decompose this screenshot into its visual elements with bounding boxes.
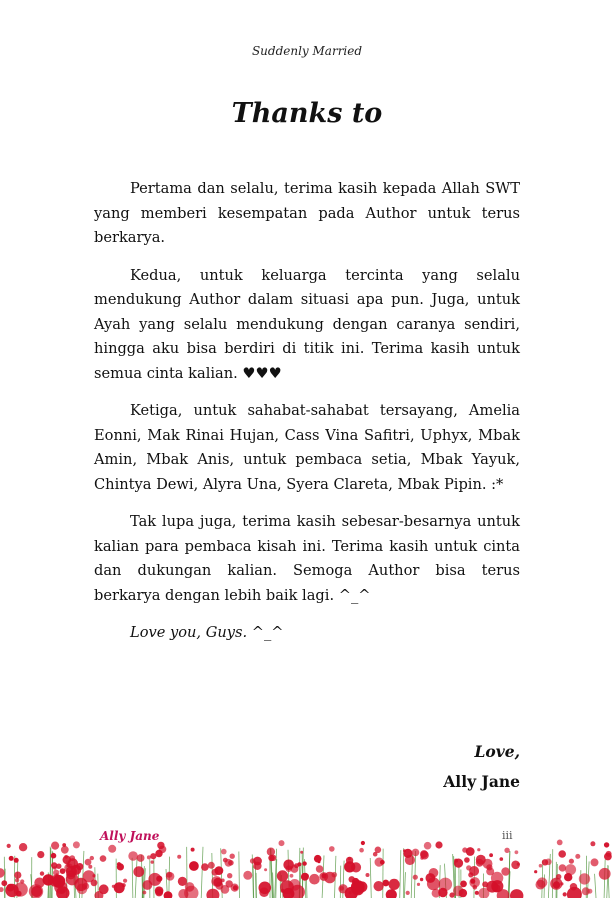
flower-blossom [178,877,187,886]
flower-blossom [604,842,609,847]
flower-blossom [133,866,144,877]
flower-blossom [454,859,458,863]
flower-blossom [19,843,27,851]
flower-blossom [357,881,368,892]
flower-blossom [557,840,563,846]
flower-blossom [157,842,164,849]
flower-blossom [20,879,24,883]
flower-stem [370,858,371,898]
flower-blossom [9,856,14,861]
flower-blossom [559,864,566,871]
flower-blossom [290,874,294,878]
flower-blossom [510,889,523,898]
flower-blossom [164,891,173,898]
flower-blossom [373,852,378,857]
flower-blossom [137,854,145,862]
flower-blossom [366,873,370,877]
flower-blossom [466,847,475,856]
flower-blossom [208,862,215,869]
flower-blossom [223,858,228,863]
flower-blossom [305,874,309,878]
flower-blossom [221,849,227,855]
flower-blossom [259,882,272,895]
flower-blossom [477,848,480,851]
flower-blossom [389,879,400,890]
flower-blossom [123,879,127,883]
flower-blossom [286,865,293,872]
body-text [94,177,520,659]
flower-blossom [267,848,275,856]
flower-blossom [386,889,397,898]
flower-blossom [264,868,267,871]
page-number: iii [502,829,513,842]
flower-blossom [191,848,195,852]
flower-stem [239,852,240,898]
flower-blossom [464,857,470,863]
flower-blossom [250,858,255,863]
flower-blossom [565,864,576,875]
flower-blossom [517,863,520,866]
flower-blossom [226,880,233,887]
flower-blossom [34,878,44,888]
flower-blossom [382,880,389,887]
flower-blossom [51,853,57,859]
flower-blossom [406,891,410,895]
flower-blossom [177,855,181,859]
flower-blossom [309,874,320,885]
paragraph-3: Ketiga, untuk sahabat-sahabat tersayang, Amelia Eonni, Mak Rinai Hujan, Cass Vina Safitri, Uphyx, Mbak Amin, Mbak Anis, untuk pembaca setia, Mbak Yayuk, Chintya Dewi, Alyra Una, Syera Clareta, Mbak Pipin. :* [94,402,520,493]
flower-stem [404,872,405,898]
flower-blossom [108,845,116,853]
flower-blossom [417,883,420,886]
flower-blossom [243,871,252,880]
running-header: Suddenly Married [251,44,363,58]
flower-blossom [412,849,420,857]
flower-blossom [73,841,80,848]
flower-stem [135,858,137,898]
flower-blossom [339,886,344,891]
flower-blossom [413,875,418,880]
flower-stem [509,851,510,898]
flower-blossom [420,850,428,858]
flower-blossom [542,859,548,865]
flower-blossom [0,887,4,892]
flower-blossom [112,885,115,888]
flower-blossom [1,880,7,886]
flower-blossom [575,854,580,859]
closing-line: Love you, Guys. ^_^ [130,624,284,641]
flower-blossom [117,862,121,866]
flower-blossom [553,881,560,888]
flower-blossom [114,882,125,893]
flower-blossom [500,857,504,861]
flower-blossom [504,848,509,853]
flower-blossom [66,873,79,886]
flower-blossom [61,846,69,854]
flower-blossom [316,865,324,873]
flower-blossom [491,872,503,884]
flower-stem [201,847,203,898]
flower-blossom [420,878,423,881]
flower-blossom [432,889,441,898]
flower-blossom [558,850,566,858]
flower-blossom [374,881,384,891]
flower-blossom [563,892,567,896]
flower-blossom [403,849,412,858]
flower-blossom [14,872,21,879]
flower-blossom [15,878,19,882]
flower-blossom [49,875,60,886]
flower-blossom [424,842,432,850]
flower-blossom [227,873,232,878]
flower-blossom [429,868,439,878]
paragraph-4: Tak lupa juga, terima kasih sebesar-besarnya untuk kalian para pembaca kisah ini. Terima kasih untuk cinta dan dukungan kalian. Semoga Author bisa terus berkarya dengan lebih baik lagi. ^_^ [94,513,520,604]
flower-blossom [489,853,493,857]
flower-blossom [302,861,306,865]
flower-blossom [279,840,285,846]
flower-blossom [449,892,454,897]
flower-blossom [166,872,175,881]
flower-blossom [582,887,590,895]
flower-blossom [228,860,234,866]
paragraph-2: Kedua, untuk keluarga tercinta yang selalu mendukung Author dalam situasi apa pun. Juga, untuk Ayah yang selalu mendukung dengan caranya sendiri, hingga aku bisa berdiri di titik ini. Terima kasih untuk semua cinta kalian. ♥♥♥ [94,266,520,382]
flower-blossom [5,884,18,897]
flower-blossom [322,873,327,878]
flower-blossom [289,879,301,891]
flower-stem [132,858,133,898]
flower-blossom [156,876,162,882]
signoff [443,737,520,797]
flower-blossom [268,855,274,861]
flower-blossom [206,889,219,898]
flower-blossom [155,888,163,896]
flower-blossom [201,863,209,871]
flower-blossom [375,858,384,867]
footer-author: Ally Jane [100,829,160,843]
flower-blossom [475,891,479,895]
flower-blossom [314,855,322,863]
flower-blossom [579,873,590,884]
flower-blossom [37,851,44,858]
flower-blossom [211,876,222,887]
flower-blossom [590,841,595,846]
flower-blossom [536,880,546,890]
flower-blossom [493,884,499,890]
flower-blossom [189,861,199,871]
flower-blossom [91,879,98,886]
flower-blossom [473,885,478,890]
flower-blossom [348,857,351,860]
flower-blossom [361,841,365,845]
flower-border-decoration [0,838,614,898]
flower-blossom [212,869,219,876]
flower-blossom [567,887,582,898]
flower-blossom [560,882,563,885]
flower-blossom [128,851,138,861]
page-title: Thanks to [231,98,383,129]
flower-blossom [300,851,303,854]
flower-blossom [460,881,467,888]
flower-blossom [143,891,147,895]
flower-blossom [90,856,94,860]
flower-blossom [297,862,301,866]
flower-blossom [14,858,19,863]
flower-blossom [230,854,235,859]
signoff-name: Ally Jane [443,772,520,791]
flower-blossom [534,870,537,873]
flower-blossom [539,864,543,868]
flower-blossom [51,842,59,850]
flower-blossom [604,853,612,861]
flower-blossom [476,855,486,865]
flower-blossom [435,841,442,848]
flower-blossom [277,870,288,881]
flower-blossom [501,867,510,876]
flower-blossom [569,859,574,864]
flower-blossom [40,871,44,875]
flower-blossom [155,850,162,857]
flower-blossom [344,861,355,872]
flower-blossom [221,879,225,883]
signoff-love: Love, [474,742,520,761]
flower-blossom [100,855,107,862]
flower-blossom [151,860,154,863]
flower-blossom [88,865,92,869]
flower-blossom [515,850,519,854]
flower-blossom [556,874,561,879]
flower-blossom [56,864,61,869]
flower-blossom [359,848,364,853]
flower-blossom [591,858,599,866]
flower-blossom [599,868,611,880]
flower-blossom [329,846,335,852]
flower-stem [595,874,596,898]
flower-blossom [469,866,479,876]
flower-stem [400,850,401,898]
flower-blossom [82,883,89,890]
flower-blossom [7,844,11,848]
paragraph-1: Pertama dan selalu, terima kasih kepada Allah SWT yang memberi kesempatan pada Author untuk terus berkarya. [94,180,520,246]
